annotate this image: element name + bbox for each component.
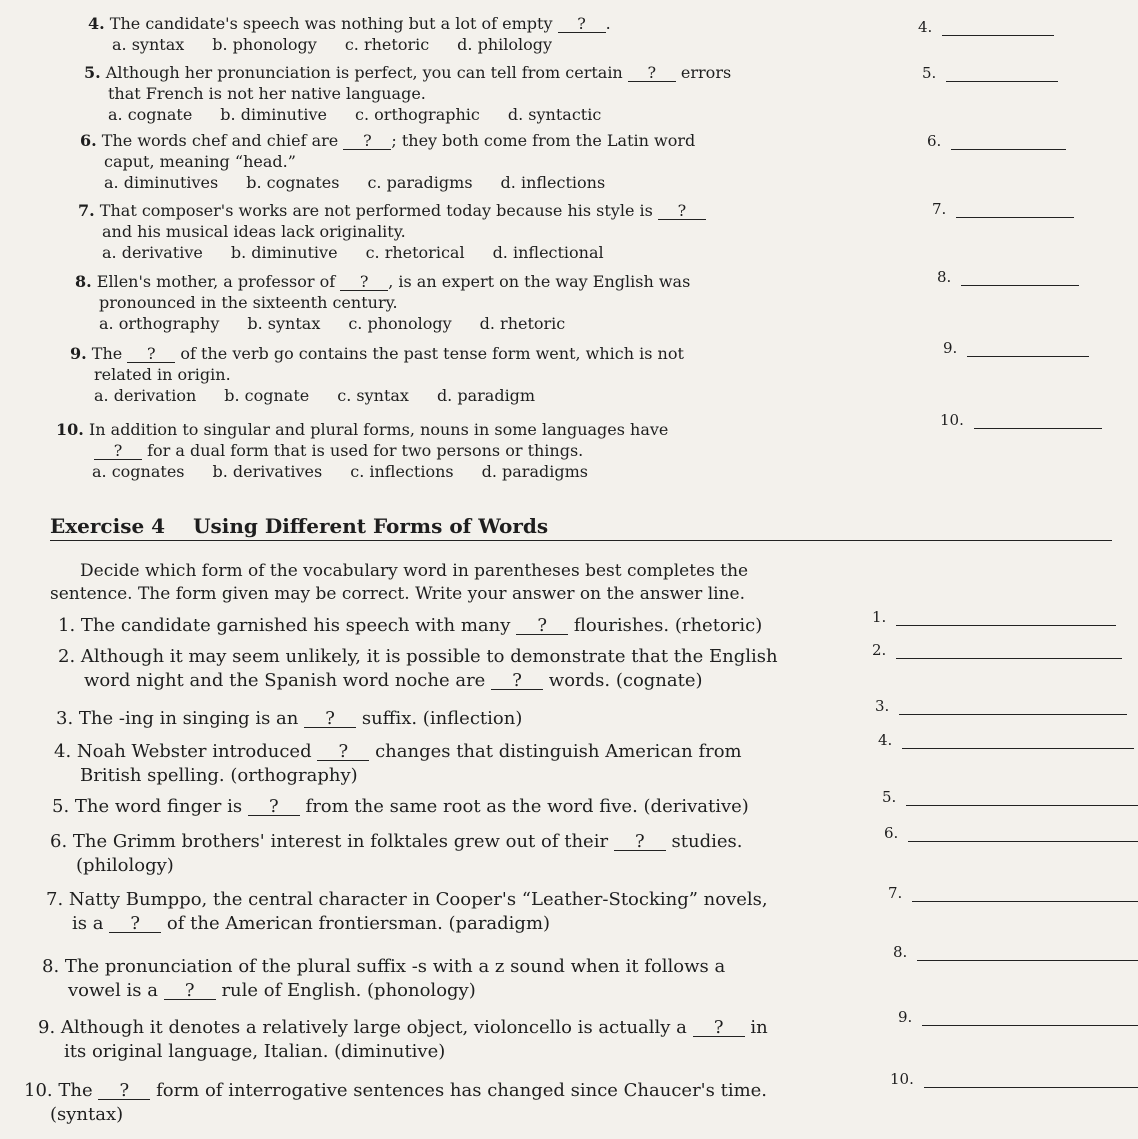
exercise-instructions: [50, 560, 840, 606]
answer-number: 10.: [890, 1070, 914, 1088]
instruction-line: Decide which form of the vocabulary word in parentheses best completes the: [80, 561, 749, 581]
answer-line: [927, 132, 1066, 150]
answer-options: [80, 172, 695, 193]
answer-line: [893, 943, 1138, 961]
answer-write-line[interactable]: [956, 203, 1074, 218]
answer-line: [937, 268, 1079, 286]
question-text: Ellen's mother, a professor of: [96, 272, 341, 291]
question: [80, 130, 695, 193]
question-number: 9.: [70, 344, 87, 363]
question-line: [24, 1103, 767, 1127]
question-line: [88, 13, 611, 34]
question-line: [54, 764, 742, 788]
answer-blank: ?: [109, 916, 161, 933]
answer-blank: ?: [127, 346, 175, 363]
question-text: Although it may seem unlikely, it is possible to demonstrate that the English: [80, 646, 778, 667]
answer-write-line[interactable]: [967, 342, 1089, 357]
answer-line: [872, 608, 1116, 626]
question-text: related in origin.: [94, 365, 231, 384]
answer-write-line[interactable]: [942, 21, 1054, 36]
question-text: vowel is a: [68, 980, 164, 1001]
answer-write-line[interactable]: [902, 734, 1134, 749]
answer-number: 9.: [898, 1008, 913, 1026]
question: [54, 740, 742, 788]
question-line: [84, 83, 731, 104]
question-text: from the same root as the word five. (derivative): [299, 796, 749, 817]
answer-option: a. derivative: [102, 243, 203, 262]
question-line: [80, 130, 695, 151]
answer-blank: ?: [248, 799, 300, 816]
answer-number: 4.: [918, 18, 933, 36]
answer-blank: ?: [164, 983, 216, 1000]
question-text: words. (cognate): [543, 670, 703, 691]
answer-blank: ?: [491, 673, 543, 690]
answer-number: 7.: [932, 200, 947, 218]
answer-option: d. philology: [457, 35, 553, 54]
question: [50, 830, 742, 878]
question-text: The: [91, 344, 128, 363]
question-text: The word finger is: [74, 796, 248, 817]
question-text: Noah Webster introduced: [76, 741, 318, 762]
answer-blank: ?: [340, 274, 388, 291]
answer-option: c. rhetoric: [344, 35, 430, 54]
question-text: Natty Bumppo, the central character in Cooper's “Leather-Stocking” novels,: [68, 889, 768, 910]
answer-option: c. orthographic: [355, 105, 480, 124]
question-text: its original language, Italian. (diminutive): [64, 1041, 446, 1062]
answer-option: a. derivation: [94, 386, 197, 405]
answer-write-line[interactable]: [908, 827, 1138, 842]
question-number: 5.: [52, 796, 70, 817]
question-line: [50, 854, 742, 878]
question-line: [46, 888, 768, 912]
question-line: [38, 1016, 768, 1040]
question-line: [75, 271, 690, 292]
question-line: [56, 419, 668, 440]
question-line: [75, 292, 690, 313]
answer-number: 3.: [875, 697, 890, 715]
question-text: changes that distinguish American from: [369, 741, 742, 762]
question-number: 8.: [42, 956, 60, 977]
answer-line: [922, 64, 1058, 82]
question: [88, 13, 611, 55]
question: [42, 955, 725, 1003]
question-text: in: [744, 1017, 768, 1038]
question-line: [58, 614, 762, 638]
question-text: that French is not her native language.: [108, 84, 426, 103]
question-line: [54, 740, 742, 764]
question-text: .: [605, 14, 611, 33]
answer-option: a. cognate: [108, 105, 193, 124]
answer-number: 5.: [882, 788, 897, 806]
question-number: 9.: [38, 1017, 56, 1038]
answer-line: [878, 731, 1134, 749]
answer-line: [918, 18, 1054, 36]
answer-option: b. derivatives: [212, 462, 323, 481]
question-number: 1.: [58, 615, 76, 636]
heading-rule: [50, 540, 1112, 541]
question: [24, 1079, 767, 1127]
question-text: is a: [72, 913, 110, 934]
question-text: rule of English. (phonology): [215, 980, 476, 1001]
exercise-title: Using Different Forms of Words: [193, 514, 549, 538]
question-text: for a dual form that is used for two persons or things.: [142, 441, 584, 460]
question-text: The -ing in singing is an: [78, 708, 305, 729]
answer-number: 6.: [927, 132, 942, 150]
answer-options: [84, 104, 731, 125]
answer-option: b. diminutive: [220, 105, 328, 124]
answer-option: d. syntactic: [507, 105, 602, 124]
answer-write-line[interactable]: [961, 271, 1079, 286]
answer-option: d. paradigm: [436, 386, 536, 405]
question: [75, 271, 690, 334]
answer-option: c. paradigms: [367, 173, 473, 192]
answer-options: [75, 313, 690, 334]
answer-line: [884, 824, 1138, 842]
answer-line: [932, 200, 1074, 218]
answer-options: [78, 242, 706, 263]
instruction-line: sentence. The form given may be correct. Write your answer on the answer line.: [50, 584, 745, 604]
question-text: errors: [675, 63, 732, 82]
question-text: suffix. (inflection): [356, 708, 523, 729]
answer-number: 1.: [872, 608, 887, 626]
question-text: form of interrogative sentences has changed since Chaucer's time.: [150, 1080, 768, 1101]
question-number: 2.: [58, 646, 76, 667]
answer-option: d. inflectional: [492, 243, 604, 262]
answer-options: [56, 461, 668, 482]
answer-write-line[interactable]: [951, 135, 1066, 150]
answer-option: c. rhetorical: [365, 243, 465, 262]
question-text: The: [58, 1080, 99, 1101]
question-number: 3.: [56, 708, 74, 729]
answer-option: c. syntax: [337, 386, 409, 405]
answer-line: [882, 788, 1138, 806]
question-line: [58, 669, 778, 693]
answer-option: d. rhetoric: [479, 314, 566, 333]
answer-blank: ?: [94, 443, 142, 460]
question-text: British spelling. (orthography): [80, 765, 358, 786]
question-text: In addition to singular and plural forms, nouns in some languages have: [88, 420, 669, 439]
question: [56, 419, 668, 482]
question-text: , is an expert on the way English was: [388, 272, 691, 291]
question: [58, 614, 762, 638]
answer-number: 6.: [884, 824, 899, 842]
answer-option: d. inflections: [500, 173, 606, 192]
answer-options: [70, 385, 684, 406]
question-text: That composer's works are not performed today because his style is: [99, 201, 658, 220]
question-number: 6.: [50, 831, 68, 852]
question-number: 10.: [56, 420, 84, 439]
answer-blank: ?: [317, 744, 369, 761]
answer-write-line[interactable]: [912, 887, 1138, 902]
question: [46, 888, 768, 936]
question-line: [42, 979, 725, 1003]
question-text: The candidate garnished his speech with many: [80, 615, 517, 636]
answer-line: [898, 1008, 1138, 1026]
answer-blank: ?: [628, 65, 676, 82]
answer-option: b. cognate: [224, 386, 310, 405]
answer-option: c. inflections: [350, 462, 454, 481]
answer-number: 10.: [940, 411, 964, 429]
question-text: of the American frontiersman. (paradigm): [161, 913, 551, 934]
question-text: flourishes. (rhetoric): [568, 615, 763, 636]
question-text: caput, meaning “head.”: [104, 152, 296, 171]
question-line: [38, 1040, 768, 1064]
question-text: of the verb go contains the past tense form went, which is not: [175, 344, 684, 363]
answer-blank: ?: [343, 133, 391, 150]
answer-line: [875, 697, 1127, 715]
answer-line: [890, 1070, 1138, 1088]
question-number: 7.: [46, 889, 64, 910]
answer-line: [940, 411, 1102, 429]
answer-write-line[interactable]: [917, 946, 1138, 961]
question-text: studies.: [665, 831, 743, 852]
question-text: pronounced in the sixteenth century.: [99, 293, 398, 312]
answer-write-line[interactable]: [896, 611, 1116, 626]
question-number: 8.: [75, 272, 92, 291]
question-text: The Grimm brothers' interest in folktales grew out of their: [72, 831, 614, 852]
question-line: [56, 707, 522, 731]
answer-write-line[interactable]: [946, 67, 1058, 82]
question-number: 5.: [84, 63, 101, 82]
answer-blank: ?: [516, 618, 568, 635]
question-line: [46, 912, 768, 936]
answer-write-line[interactable]: [899, 700, 1127, 715]
answer-option: b. diminutive: [230, 243, 338, 262]
answer-number: 7.: [888, 884, 903, 902]
answer-blank: ?: [558, 16, 606, 33]
question-line: [78, 200, 706, 221]
answer-option: b. phonology: [212, 35, 317, 54]
question: [38, 1016, 768, 1064]
question-text: and his musical ideas lack originality.: [102, 222, 406, 241]
answer-option: a. syntax: [112, 35, 185, 54]
question-number: 6.: [80, 131, 97, 150]
question-line: [70, 364, 684, 385]
answer-blank: ?: [693, 1020, 745, 1037]
question: [78, 200, 706, 263]
answer-number: 2.: [872, 641, 887, 659]
question: [84, 62, 731, 125]
question: [58, 645, 778, 693]
question-text: (philology): [76, 855, 174, 876]
question-line: [56, 440, 668, 461]
question-line: [84, 62, 731, 83]
answer-blank: ?: [658, 203, 706, 220]
question-text: The pronunciation of the plural suffix -s with a z sound when it follows a: [64, 956, 726, 977]
answer-blank: ?: [614, 834, 666, 851]
answer-line: [888, 884, 1138, 902]
answer-option: c. phonology: [348, 314, 452, 333]
answer-option: d. paradigms: [481, 462, 588, 481]
question-line: [80, 151, 695, 172]
answer-option: a. cognates: [92, 462, 185, 481]
question-line: [78, 221, 706, 242]
question: [52, 795, 749, 819]
answer-write-line[interactable]: [906, 791, 1138, 806]
answer-option: a. diminutives: [104, 173, 219, 192]
question-line: [42, 955, 725, 979]
answer-option: a. orthography: [99, 314, 220, 333]
answer-options: [88, 34, 611, 55]
question-line: [70, 343, 684, 364]
question-number: 4.: [54, 741, 72, 762]
question-text: The words chef and chief are: [101, 131, 344, 150]
answer-number: 4.: [878, 731, 893, 749]
question-number: 4.: [88, 14, 105, 33]
question-number: 7.: [78, 201, 95, 220]
question: [70, 343, 684, 406]
answer-number: 8.: [893, 943, 908, 961]
question-line: [52, 795, 749, 819]
answer-option: b. cognates: [246, 173, 340, 192]
question-text: The candidate's speech was nothing but a lot of empty: [109, 14, 558, 33]
answer-write-line[interactable]: [896, 644, 1122, 659]
answer-number: 5.: [922, 64, 937, 82]
question-text: (syntax): [50, 1104, 124, 1125]
question-text: Although it denotes a relatively large object, violoncello is actually a: [60, 1017, 693, 1038]
question: [56, 707, 522, 731]
answer-line: [943, 339, 1089, 357]
question-text: word night and the Spanish word noche are: [84, 670, 492, 691]
answer-number: 8.: [937, 268, 952, 286]
answer-blank: ?: [98, 1083, 150, 1100]
exercise-heading: [50, 514, 548, 538]
question-line: [24, 1079, 767, 1103]
question-number: 10.: [24, 1080, 53, 1101]
answer-write-line[interactable]: [924, 1073, 1138, 1088]
answer-blank: ?: [304, 711, 356, 728]
question-text: Although her pronunciation is perfect, you can tell from certain: [105, 63, 628, 82]
question-text: ; they both come from the Latin word: [391, 131, 696, 150]
question-line: [58, 645, 778, 669]
question-line: [50, 830, 742, 854]
answer-line: [872, 641, 1122, 659]
answer-option: b. syntax: [247, 314, 321, 333]
answer-write-line[interactable]: [922, 1011, 1138, 1026]
answer-write-line[interactable]: [974, 414, 1102, 429]
answer-number: 9.: [943, 339, 958, 357]
exercise-label: Exercise 4: [50, 514, 166, 538]
